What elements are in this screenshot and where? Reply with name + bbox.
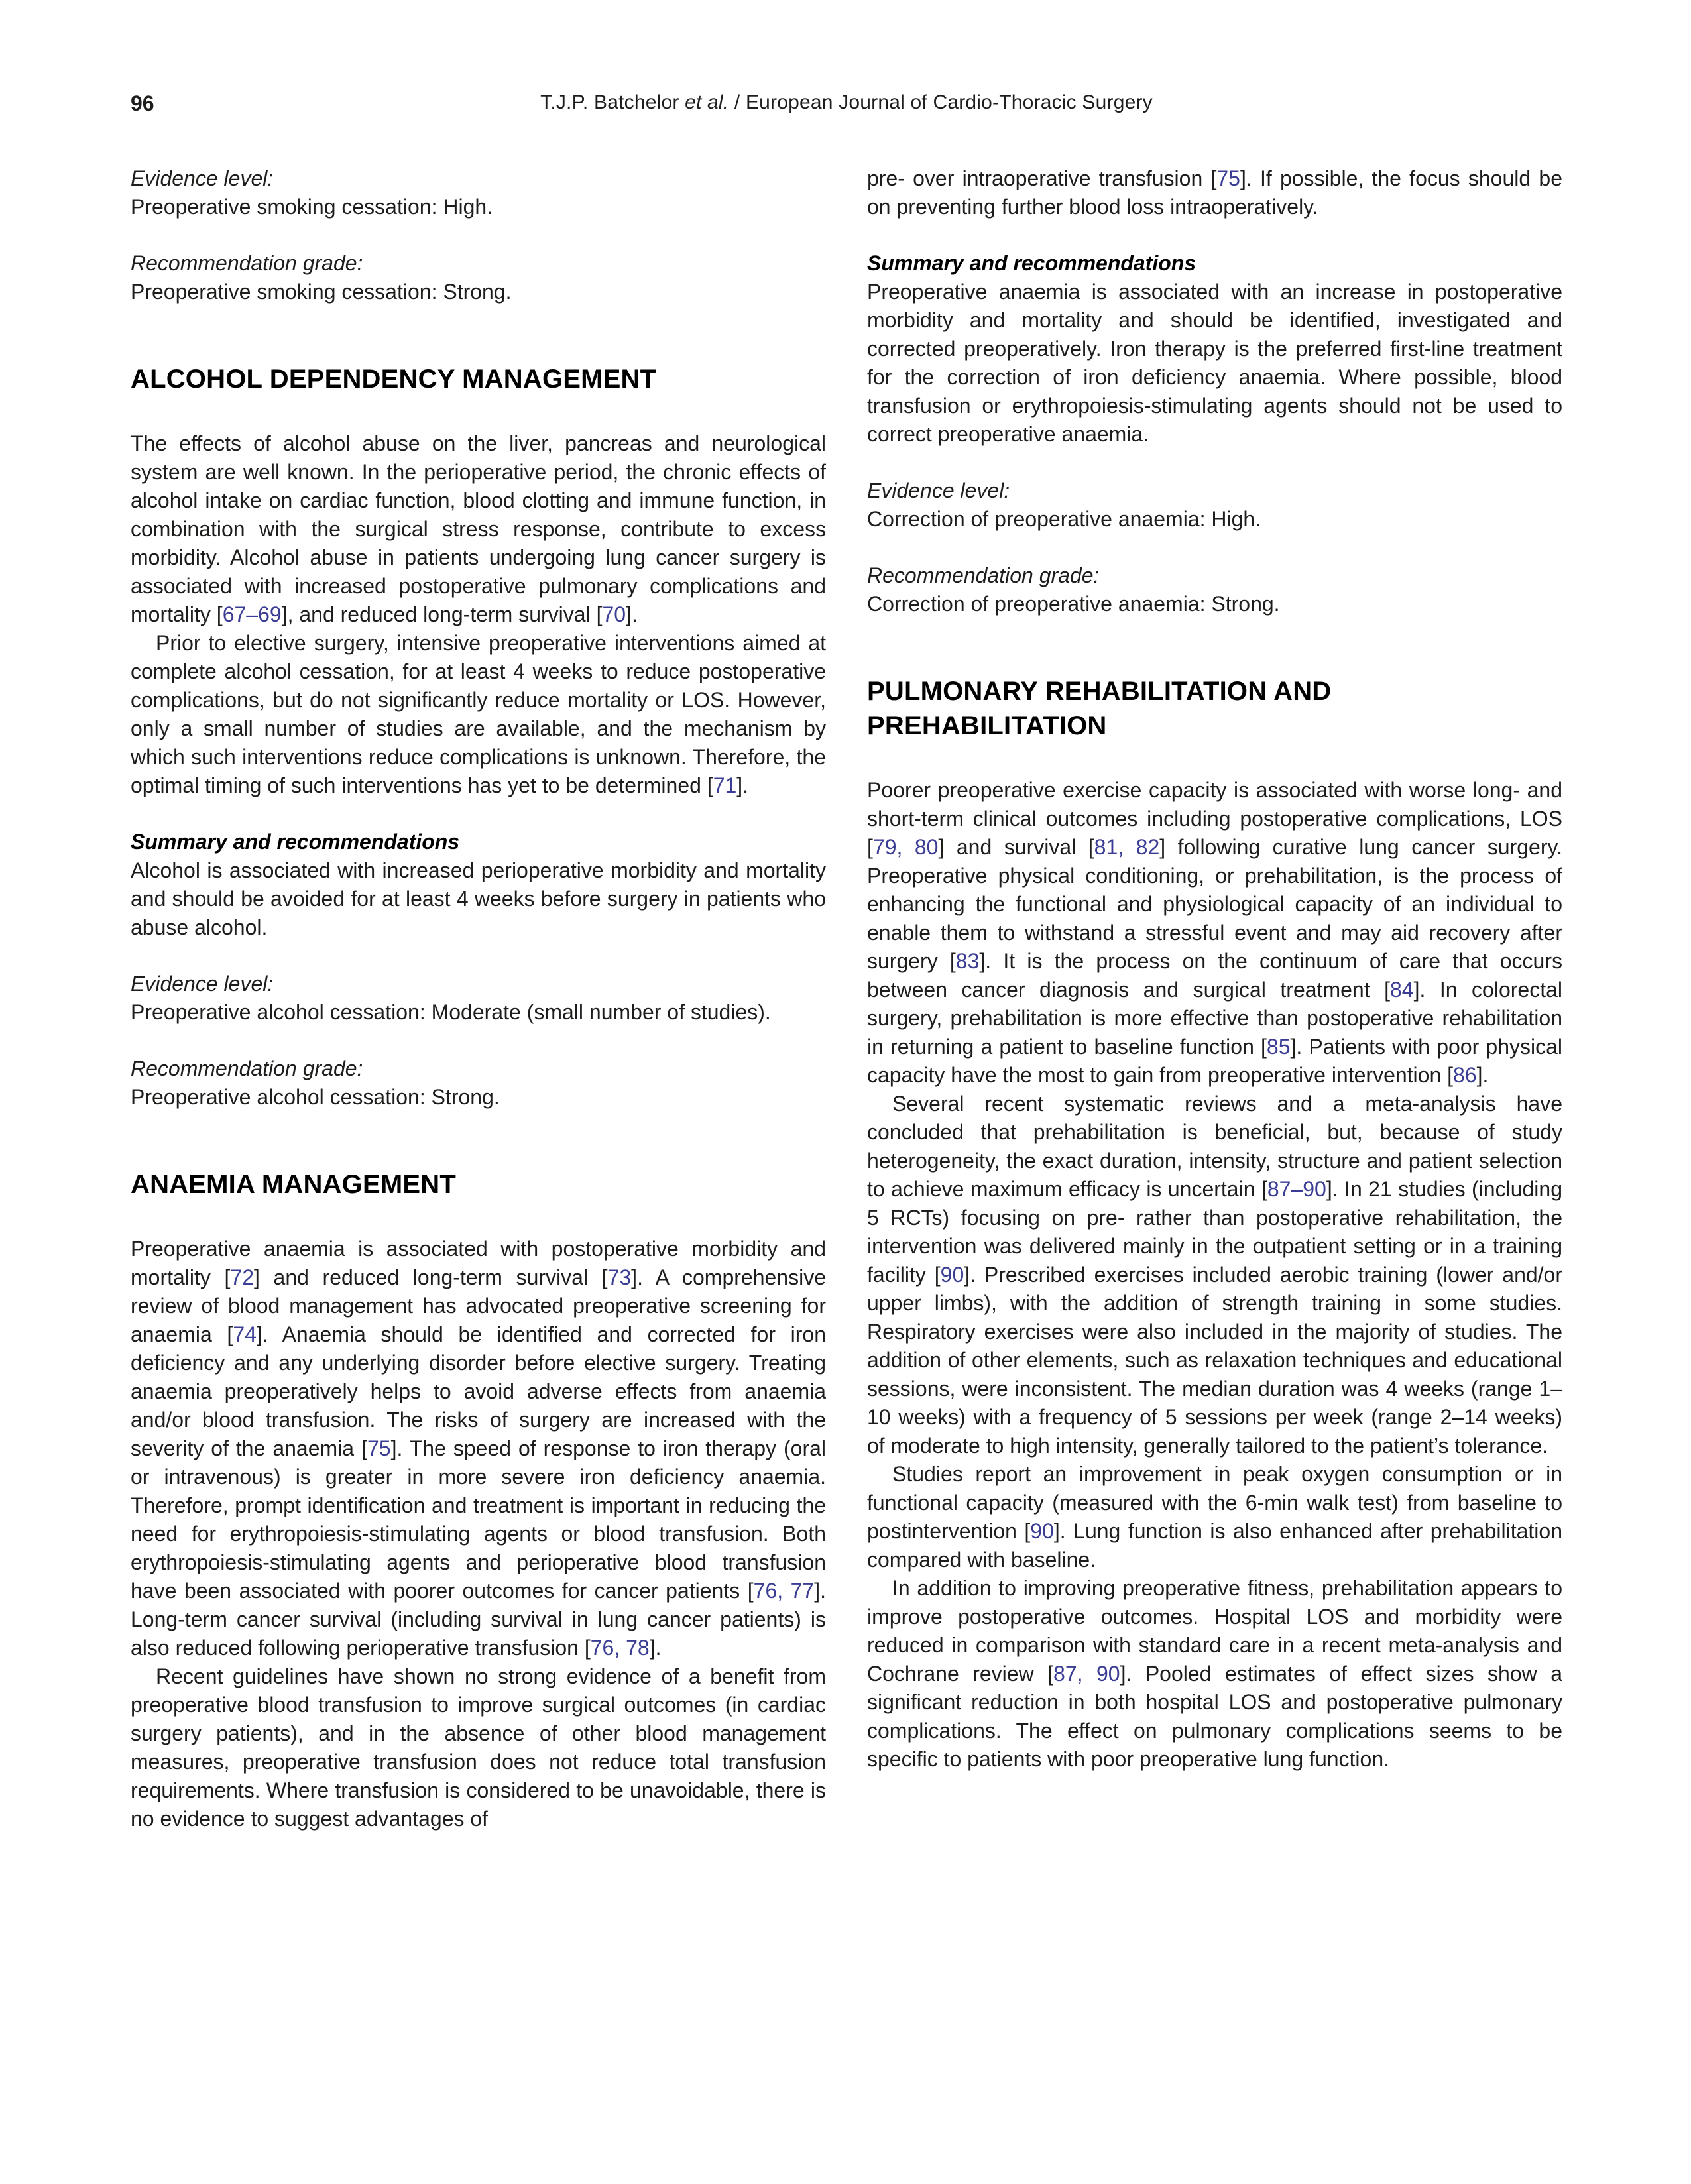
field-value: Preoperative alcohol cessation: Moderate (small number of studies). <box>131 1000 771 1024</box>
citation-link[interactable]: 90 <box>940 1263 964 1287</box>
citation-link[interactable]: 67–69 <box>222 603 282 626</box>
field-label: Evidence level: <box>867 479 1010 502</box>
citation-link[interactable]: 85 <box>1266 1035 1291 1059</box>
section-heading: ALCOHOL DEPENDENCY MANAGEMENT <box>131 365 657 394</box>
section-heading: ANAEMIA MANAGEMENT <box>131 1170 456 1199</box>
citation-link[interactable]: 83 <box>955 949 980 973</box>
field-label: Evidence level: <box>131 972 274 996</box>
citation-link[interactable]: 86 <box>1453 1063 1477 1087</box>
grading-field <box>131 970 826 1027</box>
citation-link[interactable]: 76, 78 <box>590 1636 650 1660</box>
paragraph: The effects of alcohol abuse on the liver, pancreas and neurological system are well known. In the perioperative period, the chronic effects of alcohol intake on cardiac function, blood clotting and immune function, in combination with the surgical stress response, contribute to excess morbidity. Alcohol abuse in patients undergoing lung cancer surgery is associated with increased postoperative pulmonary complications and mortality [67–69], and reduced long-term survival [70]. <box>131 431 826 626</box>
running-title-journal: / European Journal of Cardio-Thoracic Surgery <box>729 91 1153 113</box>
citation-link[interactable]: 75 <box>367 1436 391 1460</box>
citation-link[interactable]: 73 <box>607 1265 632 1289</box>
running-title-authors: T.J.P. Batchelor <box>540 91 685 113</box>
paragraph: Poorer preoperative exercise capacity is associated with worse long- and short-term clinical outcomes including postoperative complications, LOS [79, 80] and survival [81, 82] following curative lung cancer surgery. Preoperative physical conditioning, or prehabilitation, is the process of enhancing the functional and physiological capacity of an individual to enable them to withstand a stressful event and may aid recovery after surgery [83]. It is the process on the continuum of care that occurs between cancer diagnosis and surgical treatment [84]. In colorectal surgery, prehabilitation is more effective than postoperative rehabilitation in returning a patient to baseline function [85]. Patients with poor physical capacity have the most to gain from preoperative intervention [86]. <box>867 778 1563 1087</box>
paragraph: In addition to improving preoperative fitness, prehabilitation appears to improve postoperative outcomes. Hospital LOS and morbidity were reduced in comparison with standard care in a recent meta-analysis and Cochrane review [87, 90]. Pooled estimates of effect sizes show a significant reduction in both hospital LOS and postoperative pulmonary complications. The effect on pulmonary complications seems to be specific to patients with poor preoperative lung function. <box>867 1576 1563 1771</box>
grading-field <box>131 249 826 306</box>
citation-link[interactable]: 71 <box>713 774 737 797</box>
paragraph: Recent guidelines have shown no strong evidence of a benefit from preoperative blood transfusion to improve surgical outcomes (in cardiac surgery patients), and in the absence of other blood management measures, preoperative transfusion does not reduce total transfusion requirements. Where transfusion is considered to be unavoidable, there is no evidence to suggest advantages of <box>131 1664 826 1831</box>
grading-field <box>867 477 1562 534</box>
subsection-heading: Summary and recommendations <box>867 251 1196 275</box>
field-value: Correction of preoperative anaemia: High. <box>867 507 1261 531</box>
paragraph: Several recent systematic reviews and a meta-analysis have concluded that prehabilitation is beneficial, but, because of study heterogeneity, the exact duration, intensity, structure and patient selection to achieve maximum efficacy is uncertain [87–90]. In 21 studies (including 5 RCTs) focusing on pre- rather than postoperative rehabilitation, the intervention was delivered mainly in the outpatient setting or in a training facility [90]. Prescribed exercises included aerobic training (lower and/or upper limbs), with the addition of strength training in some studies. Respiratory exercises were also included in the majority of studies. The addition of other elements, such as relaxation techniques and educational sessions, were inconsistent. The median duration was 4 weeks (range 1–10 weeks) with a frequency of 5 sessions per week (range 2–14 weeks) of moderate to high intensity, generally tailored to the patient’s tolerance. <box>867 1092 1563 1458</box>
paragraph: Prior to elective surgery, intensive preoperative interventions aimed at complete alcohol cessation, for at least 4 weeks to reduce postoperative complications, but do not significantly reduce mortality or LOS. However, only a small number of studies are available, and the mechanism by which such interventions reduce complications is unknown. Therefore, the optimal timing of such interventions has yet to be determined [71]. <box>131 631 826 797</box>
citation-link[interactable]: 90 <box>1030 1519 1054 1543</box>
field-value: Correction of preoperative anaemia: Strong. <box>867 592 1280 616</box>
grading-field <box>131 1055 826 1112</box>
citation-link[interactable]: 87, 90 <box>1053 1662 1120 1686</box>
page-number: 96 <box>131 91 154 115</box>
paragraph: pre- over intraoperative transfusion [75]. If possible, the focus should be on preventing further blood loss intraoperatively. <box>867 166 1563 219</box>
running-head <box>131 0 1562 122</box>
field-label: Recommendation grade: <box>867 563 1100 587</box>
grading-field <box>131 164 826 221</box>
paragraph: Preoperative anaemia is associated with postoperative morbidity and mortality [72] and reduced long-term survival [73]. A comprehensive review of blood management has advocated preoperative screening for anaemia [74]. Anaemia should be identified and corrected for iron deficiency and any underlying disorder before elective surgery. Treating anaemia preoperatively helps to avoid adverse effects from anaemia and/or blood transfusion. The risks of surgery are increased with the severity of the anaemia [75]. The speed of response to iron therapy (oral or intravenous) is greater in more severe iron deficiency anaemia. Therefore, prompt identification and treatment is important in reducing the need for erythropoiesis-stimulating agents or blood transfusion. Both erythropoiesis-stimulating agents and perioperative blood transfusion have been associated with poorer outcomes for cancer patients [76, 77]. Long-term cancer survival (including survival in lung cancer patients) is also reduced following perioperative transfusion [76, 78]. <box>131 1237 827 1660</box>
citation-link[interactable]: 87–90 <box>1267 1177 1326 1201</box>
citation-link[interactable]: 72 <box>230 1265 255 1289</box>
paragraph: Preoperative anaemia is associated with an increase in postoperative morbidity and mortality and should be identified, investigated and corrected preoperatively. Iron therapy is the preferred first-line treatment for the correction of iron deficiency anaemia. Where possible, blood transfusion or erythropoiesis-stimulating agents should not be used to correct preoperative anaemia. <box>867 280 1562 446</box>
paragraph: Studies report an improvement in peak oxygen consumption or in functional capacity (measured with the 6-min walk test) from baseline to postintervention [90]. Lung function is also enhanced after prehabilitation compared with baseline. <box>867 1462 1562 1572</box>
column-right <box>867 164 1562 1833</box>
content-columns <box>131 164 1562 1833</box>
field-value: Preoperative smoking cessation: High. <box>131 195 493 219</box>
grading-field <box>867 561 1562 618</box>
section-heading: PULMONARY REHABILITATION AND PREHABILITATION <box>867 677 1332 740</box>
field-label: Evidence level: <box>131 166 274 190</box>
running-title-etal: et al. <box>685 91 729 113</box>
subsection-heading: Summary and recommendations <box>131 830 460 854</box>
citation-link[interactable]: 75 <box>1216 166 1240 190</box>
field-value: Preoperative alcohol cessation: Strong. <box>131 1085 500 1109</box>
citation-link[interactable]: 79, 80 <box>872 835 939 859</box>
citation-link[interactable]: 81, 82 <box>1094 835 1160 859</box>
running-title <box>131 91 1562 114</box>
paragraph: Alcohol is associated with increased perioperative morbidity and mortality and should be avoided for at least 4 weeks before surgery in patients who abuse alcohol. <box>131 858 826 939</box>
column-left <box>131 164 826 1833</box>
field-label: Recommendation grade: <box>131 251 363 275</box>
field-label: Recommendation grade: <box>131 1057 363 1080</box>
citation-link[interactable]: 76, 77 <box>753 1579 815 1603</box>
citation-link[interactable]: 74 <box>233 1322 257 1346</box>
citation-link[interactable]: 84 <box>1389 978 1414 1002</box>
citation-link[interactable]: 70 <box>602 603 626 626</box>
field-value: Preoperative smoking cessation: Strong. <box>131 280 512 304</box>
